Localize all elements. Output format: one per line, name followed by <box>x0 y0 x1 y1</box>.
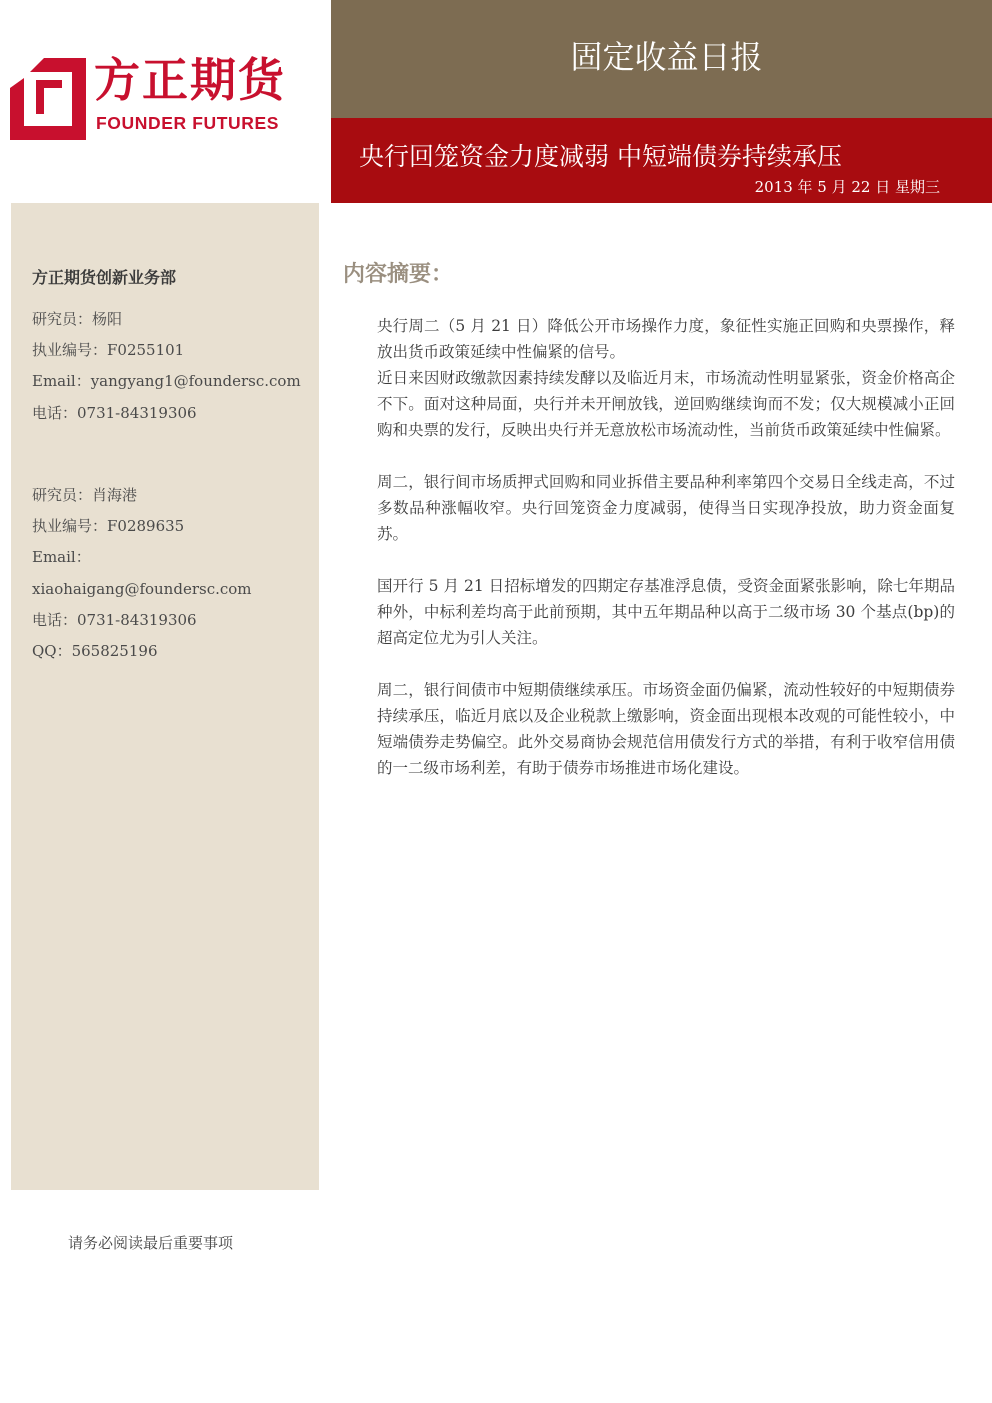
analyst-contact-1 <box>32 304 301 429</box>
report-date: 2013 年 5 月 22 日 星期三 <box>754 178 940 196</box>
company-logo <box>0 0 330 200</box>
qq-number: QQ：565825196 <box>32 641 158 660</box>
headline-band <box>331 118 992 203</box>
summary-paragraph: 央行周二（5 月 21 日）降低公开市场操作力度，象征性实施正回购和央票操作，释放出货币政策延续中性偏紧的信号。 <box>377 317 955 361</box>
analyst-name: 研究员：肖海港 <box>32 486 138 504</box>
report-type-title: 固定收益日报 <box>570 38 763 76</box>
phone-number: 电话：0731-84319306 <box>32 403 197 422</box>
summary-content <box>377 313 955 807</box>
report-header <box>331 0 992 118</box>
license-number: 执业编号：F0289635 <box>32 517 185 536</box>
email-label: Email： <box>32 548 91 567</box>
logo-name-cn: 方正期货 <box>94 53 286 107</box>
analyst-contact-2 <box>32 480 252 667</box>
analyst-sidebar <box>11 203 319 1190</box>
license-number: 执业编号：F0255101 <box>32 341 185 360</box>
email-link[interactable]: xiaohaigang@foundersc.com <box>32 579 252 598</box>
report-headline: 央行回笼资金力度减弱 中短端债券持续承压 <box>359 142 842 171</box>
founder-logo-mark-icon <box>10 58 86 140</box>
logo-name-en: FOUNDER FUTURES <box>96 113 280 133</box>
phone-number: 电话：0731-84319306 <box>32 610 197 629</box>
email-link[interactable]: Email：yangyang1@foundersc.com <box>32 372 301 391</box>
analyst-name: 研究员：杨阳 <box>32 310 123 328</box>
summary-paragraph: 国开行 5 月 21 日招标增发的四期定存基准浮息债，受资金面紧张影响，除七年期品种外，中标利差均高于此前预期，其中五年期品种以高于二级市场 30 个基点(bp)的超高定位尤为引人关注。 <box>377 577 955 647</box>
disclaimer-notice: 请务必阅读最后重要事项 <box>68 1234 234 1252</box>
summary-paragraph: 近日来因财政缴款因素持续发酵以及临近月末，市场流动性明显紧张，资金价格高企不下。面对这种局面，央行并未开闸放钱，逆回购继续询而不发；仅大规模减小正回购和央票的发行，反映出央行并无意放松市场流动性，当前货币政策延续中性偏紧。 <box>377 369 955 439</box>
department-name: 方正期货创新业务部 <box>32 268 177 287</box>
summary-title: 内容摘要： <box>343 262 454 287</box>
summary-paragraph: 周二，银行间市场质押式回购和同业拆借主要品种利率第四个交易日全线走高，不过多数品种涨幅收窄。央行回笼资金力度减弱，使得当日实现净投放，助力资金面复苏。 <box>377 473 955 543</box>
summary-paragraph: 周二，银行间债市中短期债继续承压。市场资金面仍偏紧，流动性较好的中短期债券持续承压，临近月底以及企业税款上缴影响，资金面出现根本改观的可能性较小，中短端债券走势偏空。此外交易商协会规范信用债发行方式的举措，有利于收窄信用债的一二级市场利差，有助于债券市场推进市场化建设。 <box>377 681 955 777</box>
